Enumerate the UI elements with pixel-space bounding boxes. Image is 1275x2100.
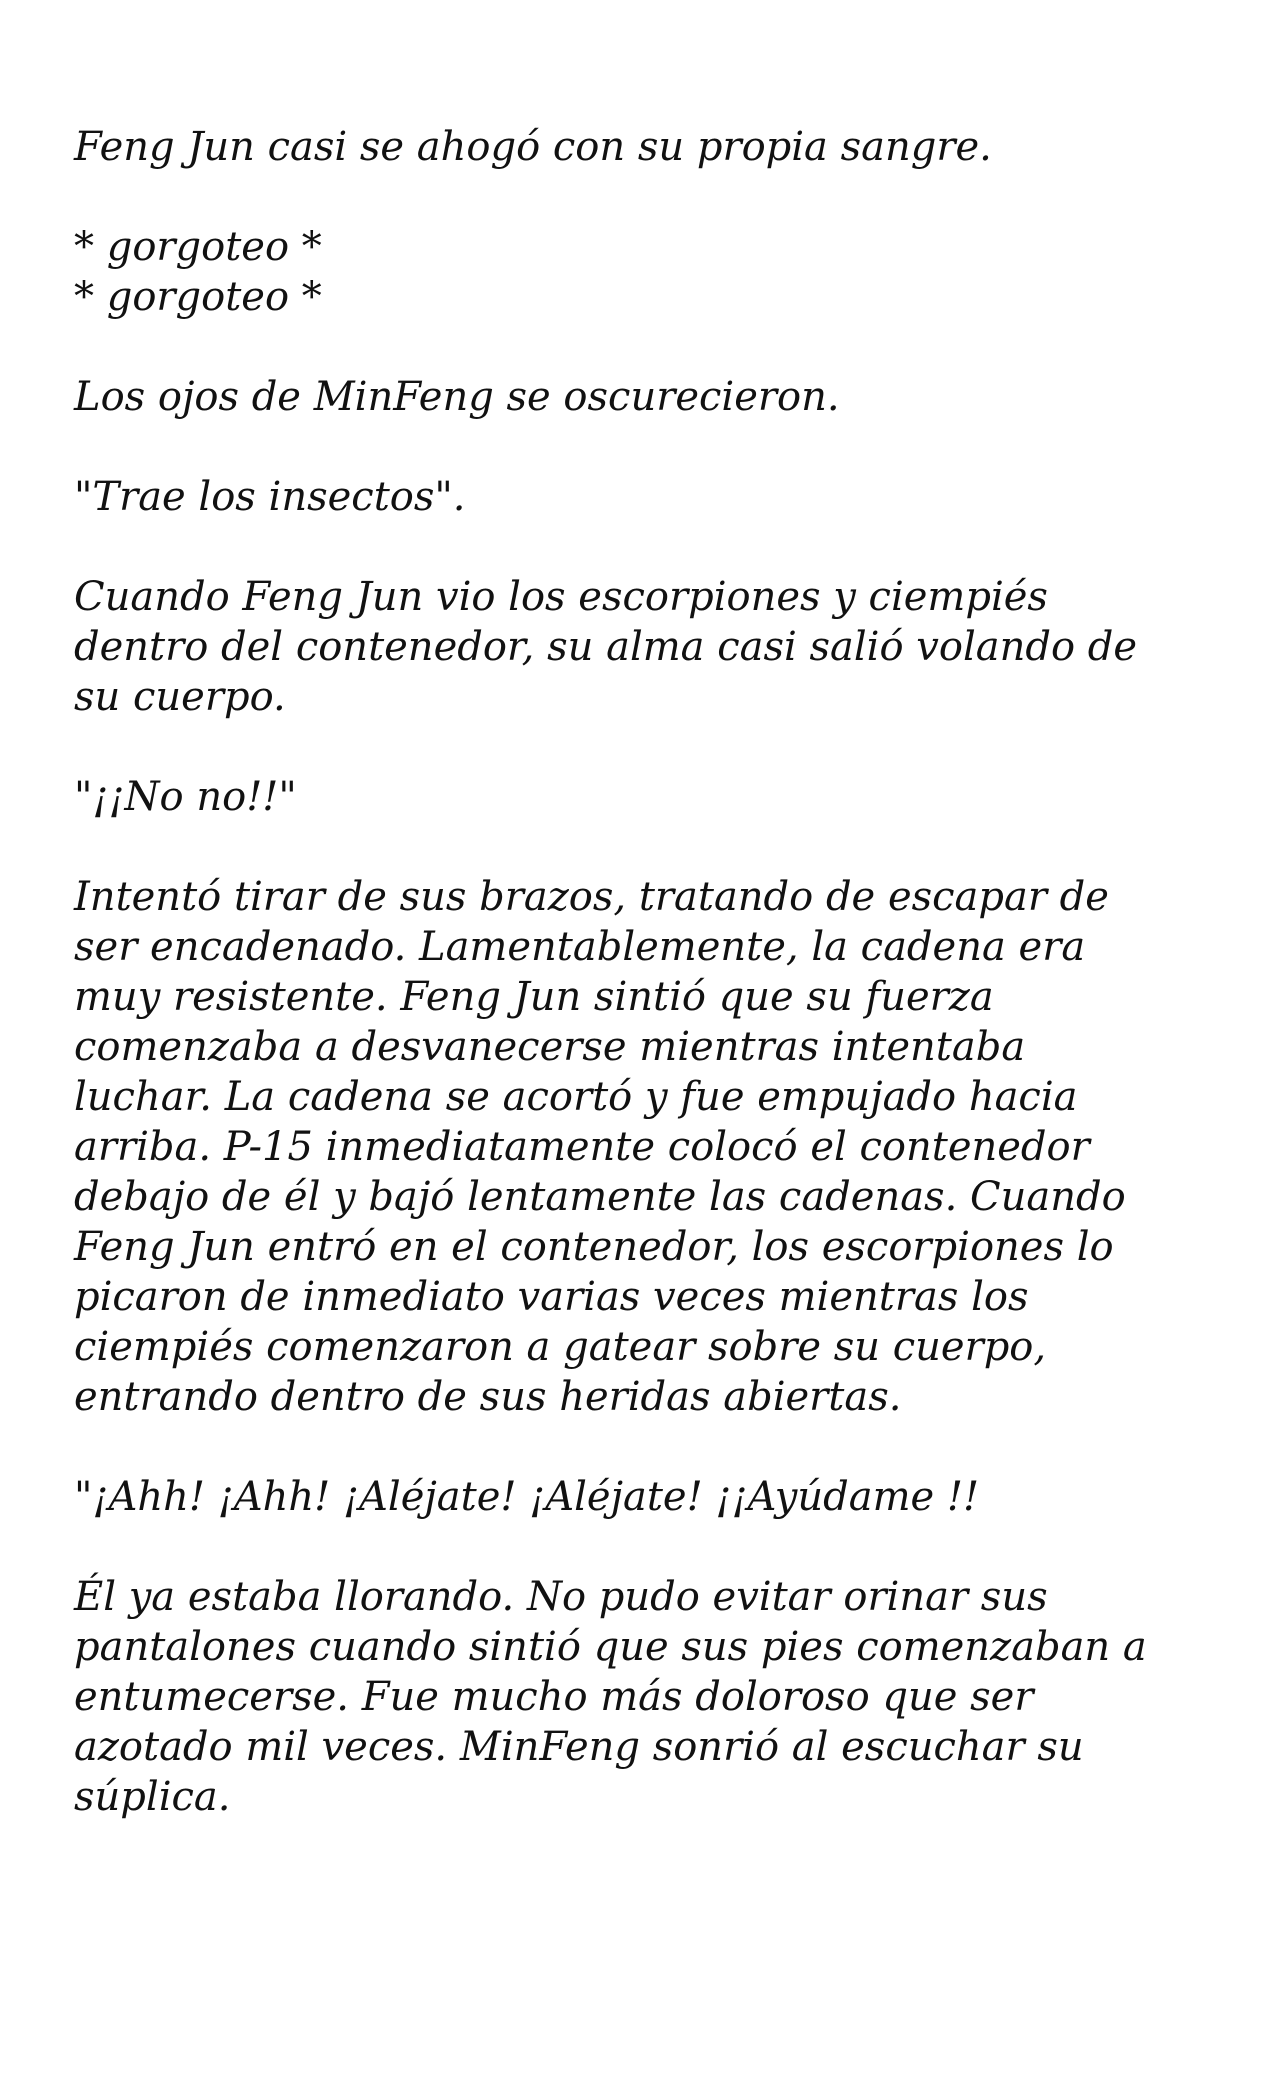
text-line: * gorgoteo * bbox=[74, 224, 322, 270]
text-line: arriba. P-15 inmediatamente colocó el contenedor bbox=[74, 1124, 1090, 1170]
paragraph-2 bbox=[74, 222, 1214, 322]
text-line: su cuerpo. bbox=[74, 674, 286, 720]
text-line: luchar. La cadena se acortó y fue empujado hacia bbox=[74, 1074, 1078, 1120]
text-line: muy resistente. Feng Jun sintió que su fuerza bbox=[74, 974, 994, 1020]
paragraph-6 bbox=[74, 772, 1214, 822]
text-line: pantalones cuando sintió que sus pies comenzaban a bbox=[74, 1624, 1147, 1670]
document-body bbox=[74, 122, 1214, 1872]
text-line: comenzaba a desvanecerse mientras intentaba bbox=[74, 1024, 1026, 1070]
text-line: ser encadenado. Lamentablemente, la cadena era bbox=[74, 924, 1086, 970]
text-line: Intentó tirar de sus brazos, tratando de escapar de bbox=[74, 874, 1109, 920]
text-line: entrando dentro de sus heridas abiertas. bbox=[74, 1374, 902, 1420]
text-line: picaron de inmediato varias veces mientras los bbox=[74, 1274, 1029, 1320]
text-line: Él ya estaba llorando. No pudo evitar orinar sus bbox=[74, 1574, 1048, 1620]
paragraph-7 bbox=[74, 872, 1214, 1422]
text-line: "Trae los insectos". bbox=[74, 474, 466, 520]
text-line: * gorgoteo * bbox=[74, 274, 322, 320]
text-line: Cuando Feng Jun vio los escorpiones y ciempiés bbox=[74, 574, 1048, 620]
text-line: azotado mil veces. MinFeng sonrió al escuchar su bbox=[74, 1724, 1084, 1770]
paragraph-5 bbox=[74, 572, 1214, 722]
text-line: dentro del contenedor, su alma casi salió volando de bbox=[74, 624, 1138, 670]
text-line: Feng Jun casi se ahogó con su propia sangre. bbox=[74, 124, 992, 170]
paragraph-4 bbox=[74, 472, 1214, 522]
paragraph-8 bbox=[74, 1472, 1214, 1522]
text-line: entumecerse. Fue mucho más doloroso que ser bbox=[74, 1674, 1034, 1720]
paragraph-9 bbox=[74, 1572, 1214, 1822]
text-line: ciempiés comenzaron a gatear sobre su cuerpo, bbox=[74, 1324, 1047, 1370]
paragraph-1 bbox=[74, 122, 1214, 172]
text-line: Feng Jun entró en el contenedor, los escorpiones lo bbox=[74, 1224, 1114, 1270]
paragraph-3 bbox=[74, 372, 1214, 422]
text-line: Los ojos de MinFeng se oscurecieron. bbox=[74, 374, 840, 420]
text-line: "¡Ahh! ¡Ahh! ¡Aléjate! ¡Aléjate! ¡¡Ayúdame !! bbox=[74, 1474, 980, 1520]
text-line: debajo de él y bajó lentamente las cadenas. Cuando bbox=[74, 1174, 1126, 1220]
text-line: "¡¡No no!!" bbox=[74, 774, 297, 820]
text-line: súplica. bbox=[74, 1774, 231, 1820]
